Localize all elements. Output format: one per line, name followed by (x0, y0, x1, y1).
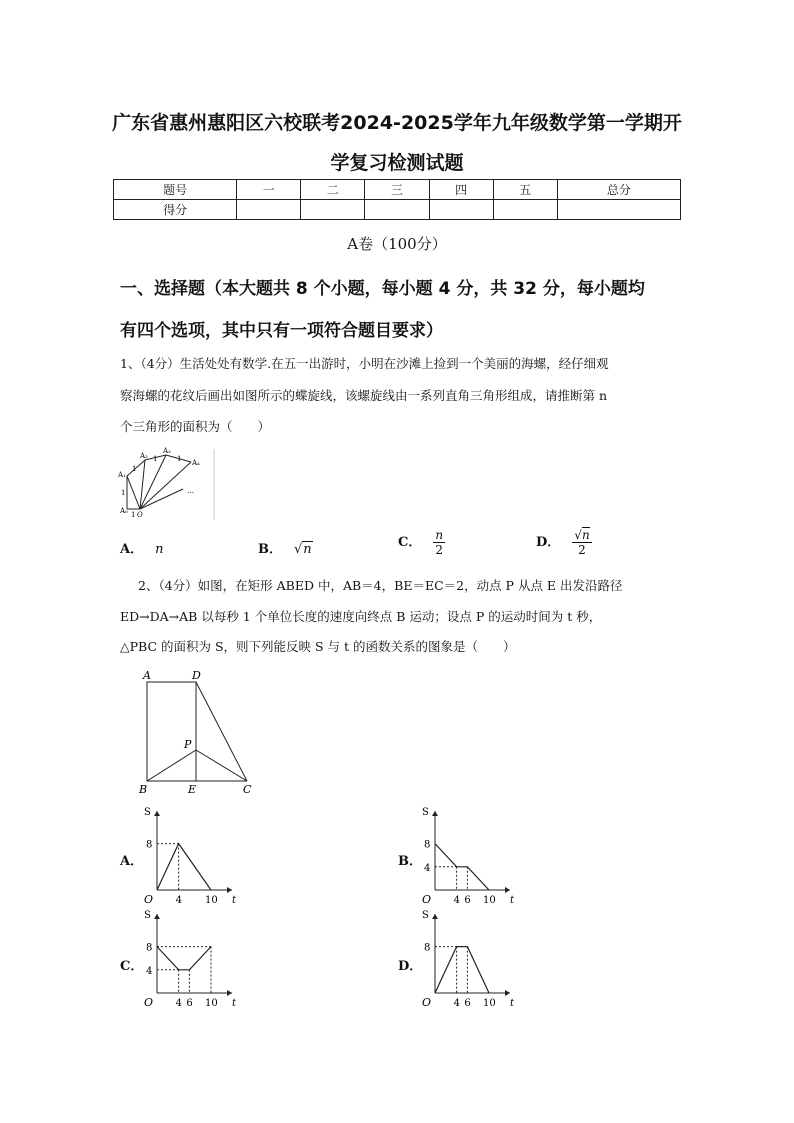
score-cell[interactable] (557, 200, 680, 220)
y-tick-label: 8 (146, 942, 153, 954)
t-axis-arrow-icon (505, 990, 510, 996)
x-tick-label: 4 (175, 895, 182, 906)
q2-graph-a (140, 805, 240, 910)
s-axis-arrow-icon (154, 914, 160, 919)
q1-fig-label: A₁ (118, 471, 126, 479)
q1-text-line3: 个三角形的面积为（ ） (120, 419, 271, 434)
s-axis-arrow-icon (154, 811, 160, 816)
s-axis-arrow-icon (432, 914, 438, 919)
part1-heading-line1: 一、选择题（本大题共 8 个小题，每小题 4 分，共 32 分，每小题均 (120, 279, 645, 299)
option-label: C． (398, 535, 422, 550)
score-cell[interactable] (493, 200, 557, 220)
score-table-score-row (114, 200, 681, 220)
score-header-cell: 五 (493, 180, 557, 200)
score-header-cell: 三 (365, 180, 429, 200)
score-cell[interactable] (237, 200, 301, 220)
q2-fig-label: E (188, 783, 197, 796)
y-tick-label: 8 (146, 839, 153, 851)
s-axis-label: S (422, 807, 429, 818)
s-axis-arrow-icon (432, 811, 438, 816)
t-axis-arrow-icon (227, 990, 232, 996)
q2-text-line1: 2、（4分）如图，在矩形 ABED 中，AB＝4，BE＝EC＝2，动点 P 从点 E 出发沿路径 (138, 578, 623, 593)
q2-graph-c (140, 908, 240, 1013)
q1-fig-label: O (137, 511, 143, 519)
option-label: D． (398, 959, 423, 974)
q1-option-b[interactable] (258, 538, 313, 557)
q1-fig-label: 1 (177, 455, 182, 463)
score-header-cell: 一 (237, 180, 301, 200)
q1-fig-label: A₃ (163, 447, 171, 455)
x-tick-label: 10 (483, 895, 496, 906)
y-tick-label: 4 (424, 862, 431, 874)
q1-option-d[interactable] (536, 528, 592, 557)
x-tick-label: 4 (453, 895, 460, 906)
x-tick-label: 10 (205, 998, 218, 1009)
y-tick-label: 4 (146, 965, 153, 977)
t-axis-arrow-icon (505, 887, 510, 893)
fraction (572, 528, 591, 557)
q2-graph-b (418, 805, 518, 910)
section-a-heading: A卷（100分） (347, 235, 447, 253)
option-label: A． (120, 542, 144, 557)
option-label: C． (120, 959, 144, 974)
s-axis-label: S (144, 910, 151, 921)
origin-label: O (144, 996, 154, 1009)
q2-rectangle-figure (135, 665, 260, 800)
fraction (433, 528, 445, 557)
q2-graph-d (418, 908, 518, 1013)
sqrt-expression: √n (294, 542, 312, 557)
q1-option-c[interactable] (398, 528, 445, 557)
q1-fig-label: 1 (153, 455, 158, 463)
option-label: B． (258, 542, 282, 557)
origin-label: O (144, 893, 154, 906)
page-title-line2: 学复习检测试题 (330, 152, 464, 174)
score-header-cell: 总分 (557, 180, 680, 200)
t-axis-arrow-icon (227, 887, 232, 893)
q1-text-line2: 察海螺的花纹后画出如图所示的蝶旋线，该螺旋线由一系列直角三角形组成，请推断第 n (120, 388, 608, 403)
score-table (113, 179, 681, 220)
option-label: B． (398, 854, 422, 869)
s-axis-label: S (422, 910, 429, 921)
q1-fig-label: 1 (132, 465, 137, 473)
x-tick-label: 6 (186, 998, 193, 1009)
q1-fig-label: 1 (121, 489, 126, 497)
q2-text-line2: ED→DA→AB 以每秒 1 个单位长度的速度向终点 B 运动；设点 P 的运动时间为 t 秒， (120, 609, 602, 624)
q2-fig-label: B (139, 783, 148, 796)
option-label: D． (536, 535, 561, 550)
t-axis-label: t (510, 998, 515, 1009)
q2-fig-label: C (243, 783, 252, 796)
page-title-line1: 广东省惠州惠阳区六校联考2024-2025学年九年级数学第一学期开 (112, 112, 682, 134)
x-tick-label: 10 (483, 998, 496, 1009)
x-tick-label: 4 (175, 998, 182, 1009)
x-tick-label: 6 (464, 895, 471, 906)
q1-fig-label: … (187, 487, 194, 495)
score-table-header-row (114, 180, 681, 200)
q1-fig-label: A₄ (192, 459, 200, 467)
score-cell[interactable] (365, 200, 429, 220)
score-cell[interactable] (301, 200, 365, 220)
origin-label: O (422, 996, 432, 1009)
score-cell[interactable] (429, 200, 493, 220)
s-axis-label: S (144, 807, 151, 818)
score-header-cell: 题号 (114, 180, 237, 200)
x-tick-label: 6 (464, 998, 471, 1009)
option-value: n (155, 542, 164, 557)
t-axis-label: t (232, 895, 237, 906)
x-tick-label: 10 (205, 895, 218, 906)
score-row-label: 得分 (114, 200, 237, 220)
q1-fig-label: 1 (131, 511, 136, 519)
q1-text-line1: 1、（4分）生活处处有数学.在五一出游时，小明在沙滩上捡到一个美丽的海螺，经仔细观 (120, 356, 609, 371)
origin-label: O (422, 893, 432, 906)
function-line (157, 844, 211, 890)
q2-text-line3: △PBC 的面积为 S，则下列能反映 S 与 t 的函数关系的图象是（ ） (120, 639, 516, 654)
q2-fig-label: A (143, 669, 151, 682)
t-axis-label: t (232, 998, 237, 1009)
q2-fig-label: D (192, 669, 201, 682)
fraction-denominator: 2 (578, 543, 586, 557)
score-header-cell: 四 (429, 180, 493, 200)
q1-fig-label: A₂ (140, 452, 148, 460)
y-tick-label: 8 (424, 839, 431, 851)
q2-fig-label: P (184, 738, 192, 751)
part1-heading-line2: 有四个选项，其中只有一项符合题目要求） (120, 321, 443, 341)
q1-fig-label: A₀ (120, 507, 128, 515)
fraction-numerator: n (435, 528, 444, 542)
function-line (157, 947, 211, 970)
score-header-cell: 二 (301, 180, 365, 200)
function-line (435, 947, 489, 993)
fraction-numerator: √n (574, 528, 590, 542)
q1-option-a[interactable] (120, 538, 163, 557)
y-tick-label: 8 (424, 942, 431, 954)
option-value: n (303, 542, 312, 557)
option-label: A． (120, 854, 144, 869)
x-tick-label: 4 (453, 998, 460, 1009)
q1-spiral-figure (115, 447, 220, 522)
t-axis-label: t (510, 895, 515, 906)
fraction-denominator: 2 (435, 543, 444, 557)
